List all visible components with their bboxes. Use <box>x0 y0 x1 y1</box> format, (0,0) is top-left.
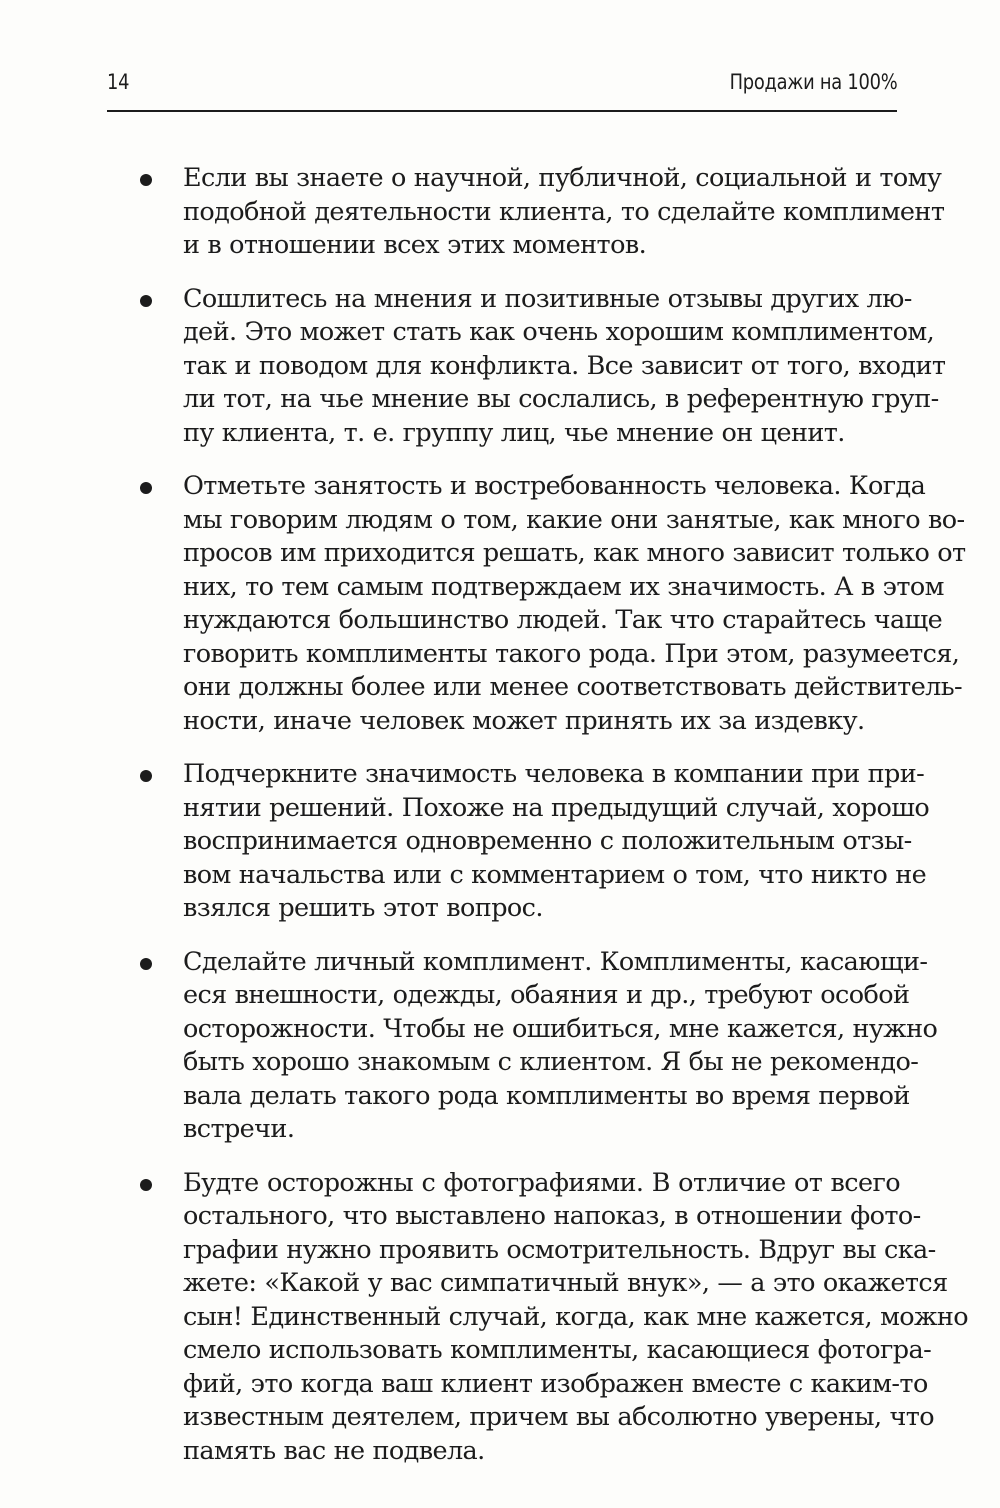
text-line: них, то тем самым подтверждаем их значимость. А в этом <box>183 571 944 602</box>
bullet-text <box>183 946 938 1147</box>
bullet-text <box>183 283 946 451</box>
text-line: вом начальства или с комментарием о том, что никто не <box>183 859 927 890</box>
page-number: 14 <box>107 70 130 94</box>
text-line: дей. Это может стать как очень хорошим комплиментом, <box>183 317 935 347</box>
text-line: Подчеркните значимость человека в компании при при- <box>183 759 925 789</box>
text-line: ли тот, на чье мнение вы сослались, в референтную груп- <box>183 384 939 414</box>
text-line: взялся решить этот вопрос. <box>183 893 543 923</box>
text-line: так и поводом для конфликта. Все зависит от того, входит <box>183 350 946 381</box>
text-line: нуждаются большинство людей. Так что старайтесь чаще <box>183 605 943 635</box>
text-line: фий, это когда ваш клиент изображен вместе с каким-то <box>183 1368 928 1399</box>
text-line: ности, иначе человек может принять их за издевку. <box>183 705 865 736</box>
bullet-dot-icon <box>140 482 152 494</box>
running-head <box>107 70 897 104</box>
bullet-item-personal-compliment <box>140 946 938 1147</box>
text-line: просов им приходится решать, как много зависит только от <box>183 538 966 568</box>
bullet-dot-icon <box>140 958 152 970</box>
text-line: смело использовать комплименты, касающиеся фотогра- <box>183 1335 932 1365</box>
bullet-dot-icon <box>140 295 152 307</box>
text-line: нятии решений. Похоже на предыдущий случай, хорошо <box>183 792 930 823</box>
text-line: сын! Единственный случай, когда, как мне кажется, можно <box>183 1301 969 1332</box>
text-line: пу клиента, т. е. группу лиц, чье мнение он ценит. <box>183 417 845 448</box>
bullet-item-reviews <box>140 283 946 451</box>
bullet-dot-icon <box>140 174 152 186</box>
bullet-item-science-activity <box>140 162 945 263</box>
header-rule <box>107 110 897 112</box>
text-line: быть хорошо знакомым с клиентом. Я бы не рекомендо- <box>183 1047 919 1077</box>
text-line: еся внешности, одежды, обаяния и др., требуют особой <box>183 980 910 1010</box>
text-line: осторожности. Чтобы не ошибиться, мне кажется, нужно <box>183 1013 938 1044</box>
text-line: говорить комплименты такого рода. При этом, разумеется, <box>183 638 960 669</box>
text-line: подобной деятельности клиента, то сделайте комплимент <box>183 196 945 227</box>
text-line: воспринимается одновременно с положительным отзы- <box>183 826 912 856</box>
text-line: и в отношении всех этих моментов. <box>183 230 647 260</box>
text-line: они должны более или менее соответствовать действитель- <box>183 672 963 702</box>
text-line: память вас не подвела. <box>183 1435 485 1466</box>
bullet-dot-icon <box>140 1179 152 1191</box>
text-line: известным деятелем, причем вы абсолютно уверены, что <box>183 1402 934 1432</box>
bullet-item-busyness <box>140 470 966 738</box>
text-line: Сделайте личный комплимент. Комплименты, касающи- <box>183 946 928 977</box>
text-line: Если вы знаете о научной, публичной, социальной и тому <box>183 163 942 193</box>
text-line: встречи. <box>183 1114 295 1144</box>
bullet-item-photographs <box>140 1167 969 1469</box>
text-line: Сошлитесь на мнения и позитивные отзывы других лю- <box>183 283 912 314</box>
text-line: жете: «Какой у вас симпатичный внук», — а это окажется <box>183 1268 948 1298</box>
bullet-text <box>183 162 945 263</box>
text-line: графии нужно проявить осмотрительность. Вдруг вы ска- <box>183 1234 936 1265</box>
bullet-list <box>140 162 969 1468</box>
bullet-text <box>183 758 930 926</box>
text-line: Отметьте занятость и востребованность человека. Когда <box>183 471 926 501</box>
text-line: мы говорим людям о том, какие они занятые, как много во- <box>183 504 965 535</box>
text-line: остального, что выставлено напоказ, в отношении фото- <box>183 1201 921 1231</box>
bullet-dot-icon <box>140 770 152 782</box>
bullet-text <box>183 1167 969 1469</box>
bullet-item-importance <box>140 758 930 926</box>
text-line: Будте осторожны с фотографиями. В отличие от всего <box>183 1167 900 1198</box>
book-title: Продажи на 100% <box>729 70 897 94</box>
text-line: вала делать такого рода комплименты во время первой <box>183 1080 910 1111</box>
bullet-text <box>183 470 966 738</box>
